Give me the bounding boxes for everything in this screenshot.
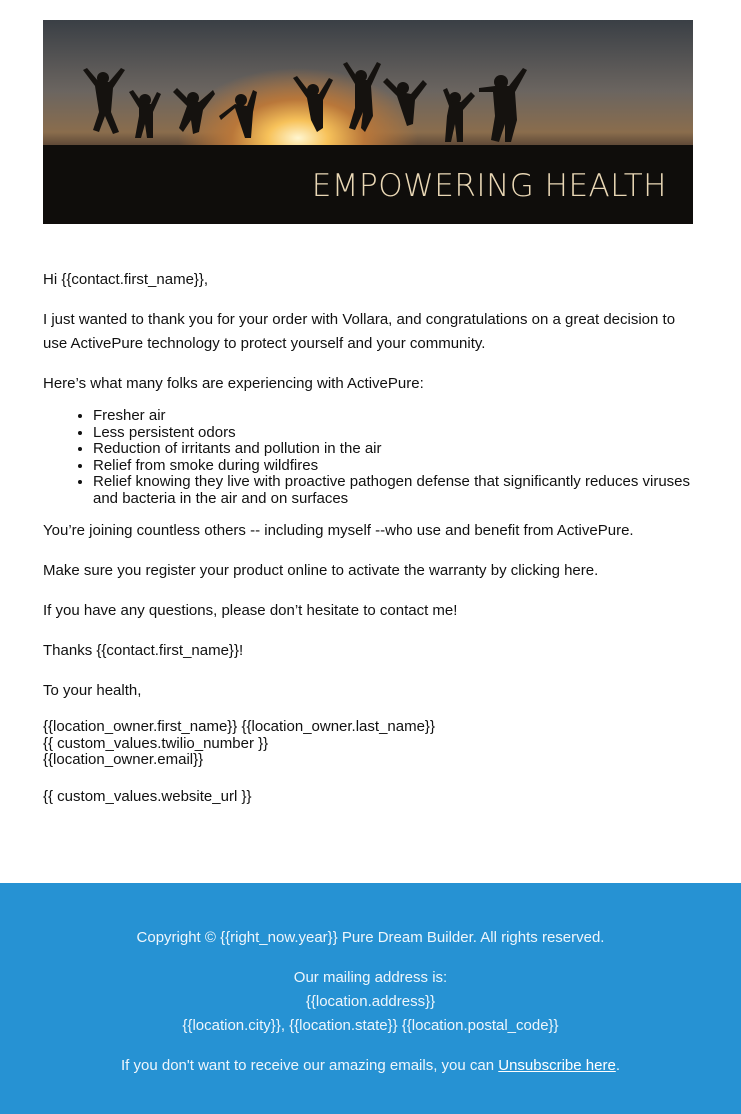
thank-you-paragraph: I just wanted to thank you for your order with Vollara, and congratulations on a great decision to use ActivePure technology to protect yourself and your community.	[43, 311, 676, 352]
thanks-line: Thanks {{contact.first_name}}!	[43, 642, 244, 659]
mailing-label: Our mailing address is:	[293, 969, 448, 986]
website-url: {{ custom_values.website_url }}	[43, 787, 252, 805]
silhouette	[83, 62, 527, 142]
questions-paragraph: If you have any questions, please don’t hesitate to contact me!	[43, 602, 458, 619]
unsubscribe-line	[0, 1054, 741, 1078]
list-item: • Relief from smoke during wildfires	[93, 458, 693, 475]
unsubscribe-prefix: If you don't want to receive our amazing emails, you can	[121, 1057, 499, 1074]
mailing-city-line: {{location.city}}, {{location.state}} {{location.postal_code}}	[182, 1017, 559, 1034]
list-item: • Fresher air	[93, 408, 693, 425]
email-body	[43, 268, 693, 825]
copyright: Copyright © {{right_now.year}} Pure Dream Builder. All rights reserved.	[136, 929, 605, 946]
closing-line: To your health,	[43, 682, 142, 699]
mailing-address: {{location.address}}	[305, 993, 436, 1010]
list-item: • Reduction of irritants and pollution in the air	[93, 441, 693, 458]
unsubscribe-suffix: .	[615, 1057, 620, 1074]
joining-paragraph: You’re joining countless others -- including myself --who use and benefit from ActivePure.	[43, 522, 634, 539]
signature-name: {{location_owner.first_name}} {{location_owner.last_name}}	[43, 718, 435, 735]
list-item: • Relief knowing they live with proactive pathogen defense that significantly reduces viruses and bacteria in the air and on surfaces	[93, 474, 693, 507]
header-banner-image	[43, 20, 693, 224]
signature-phone: {{ custom_values.twilio_number }}	[43, 734, 269, 752]
signature-email: {{location_owner.email}}	[43, 751, 204, 768]
signature	[43, 719, 693, 769]
banner-title: EMPOWERING HEALTH	[311, 168, 667, 204]
unsubscribe-link[interactable]: Unsubscribe here	[498, 1057, 616, 1074]
footer	[0, 883, 741, 1114]
list-item: • Less persistent odors	[93, 425, 693, 442]
benefits-list	[43, 408, 693, 507]
register-paragraph: Make sure you register your product online to activate the warranty by clicking here.	[43, 562, 599, 579]
greeting: Hi {{contact.first_name}},	[43, 271, 209, 288]
experiences-intro: Here’s what many folks are experiencing with ActivePure:	[43, 375, 424, 392]
